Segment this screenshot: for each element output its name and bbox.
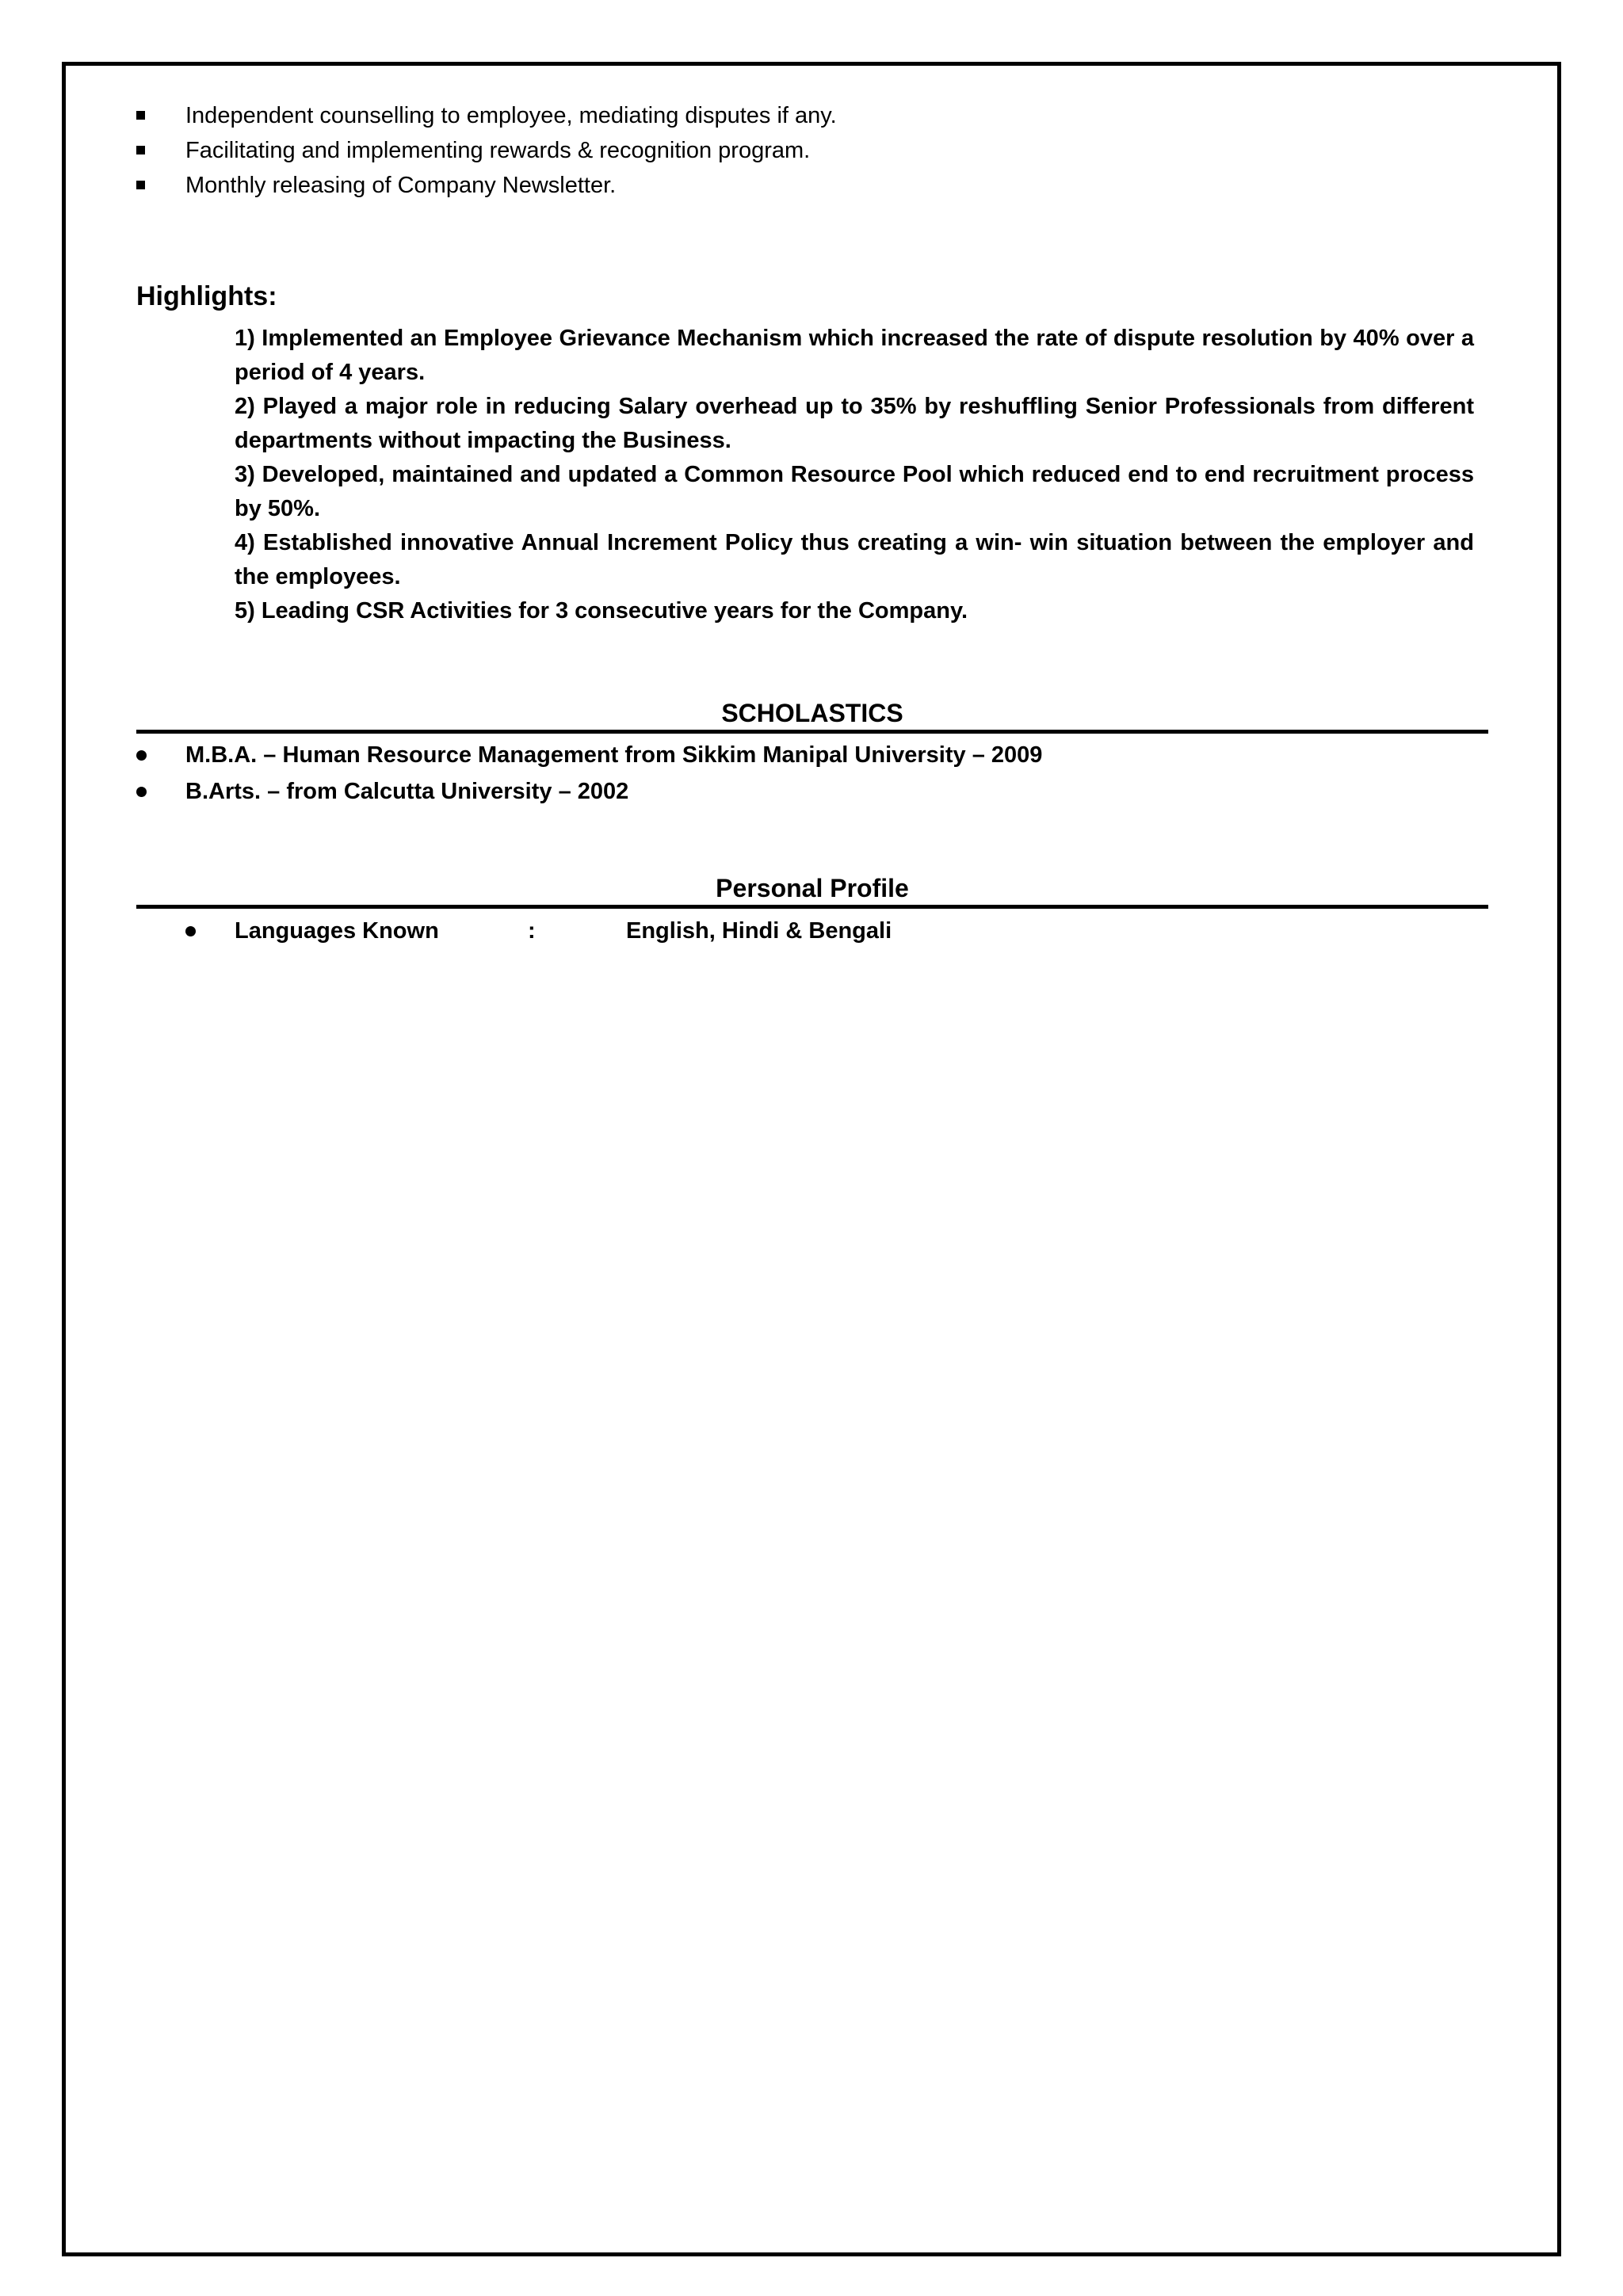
square-bullet-icon — [136, 181, 145, 189]
languages-label: Languages Known — [235, 918, 439, 944]
languages-separator: : — [528, 918, 536, 944]
education-text: B.Arts. – from Calcutta University – 2002 — [185, 779, 629, 804]
list-item — [136, 133, 1499, 168]
scholastics-title: SCHOLASTICS — [721, 699, 903, 727]
duties-list — [136, 98, 1499, 203]
highlight-item: 1) Implemented an Employee Grievance Mechanism which increased the rate of dispute resolution by 40% over a period of 4 years. — [235, 326, 1474, 385]
highlight-item: 4) Established innovative Annual Increment Policy thus creating a win- win situation between the employer and the employees. — [235, 530, 1474, 589]
square-bullet-icon — [136, 111, 145, 120]
duty-text: Facilitating and implementing rewards & recognition program. — [185, 138, 811, 163]
highlight-item: 2) Played a major role in reducing Salary overhead up to 35% by reshuffling Senior Professionals from different departments without impacting the Business. — [235, 394, 1474, 453]
languages-value: English, Hindi & Bengali — [626, 918, 892, 944]
personal-profile-title: Personal Profile — [716, 874, 909, 902]
round-bullet-icon — [185, 926, 196, 936]
highlight-item: 5) Leading CSR Activities for 3 consecutive years for the Company. — [235, 598, 968, 624]
highlights-heading: Highlights: — [136, 281, 277, 311]
list-item — [136, 168, 1499, 203]
list-item — [136, 98, 1499, 133]
highlights-list — [235, 322, 1474, 628]
duty-text: Monthly releasing of Company Newsletter. — [185, 173, 617, 198]
scholastics-list — [136, 737, 1042, 810]
duty-text: Independent counselling to employee, mediating disputes if any. — [185, 103, 837, 128]
list-item — [136, 773, 1042, 810]
highlight-item: 3) Developed, maintained and updated a Common Resource Pool which reduced end to end recruitment process by 50%. — [235, 462, 1474, 521]
scholastics-divider — [136, 730, 1488, 734]
round-bullet-icon — [136, 750, 147, 761]
list-item — [136, 737, 1042, 773]
education-text: M.B.A. – Human Resource Management from Sikkim Manipal University – 2009 — [185, 742, 1043, 768]
personal-profile-divider — [136, 905, 1488, 909]
round-bullet-icon — [136, 787, 147, 797]
square-bullet-icon — [136, 146, 145, 154]
